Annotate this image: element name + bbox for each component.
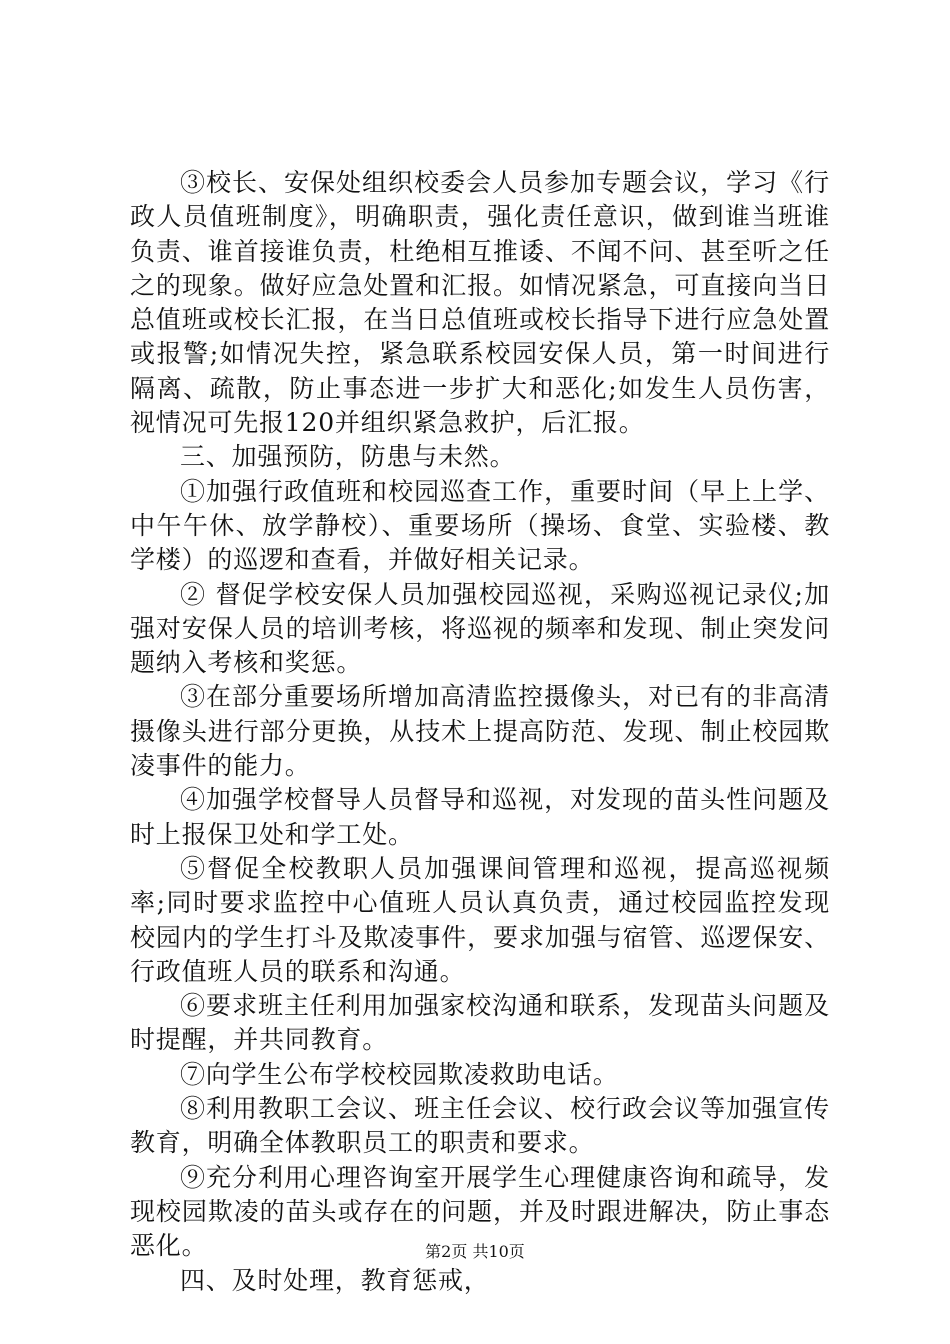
paragraph-item-3-cameras: ③在部分重要场所增加高清监控摄像头，对已有的非高清摄像头进行部分更换，从技术上提高防范、发现、制止校园欺凌事件的能力。 <box>130 682 830 781</box>
paragraph-item-4-supervision: ④加强学校督导人员督导和巡视，对发现的苗头性问题及时上报保卫处和学工处。 <box>130 785 830 849</box>
page-number-footer: 第2页 共10页 <box>425 1242 525 1261</box>
paragraph-item-5-staff-management: ⑤督促全校教职人员加强课间管理和巡视，提高巡视频率;同时要求监控中心值班人员认真负责，通过校园监控发现校园内的学生打斗及欺凌事件，要求加强与宿管、巡逻保安、行政值班人员的联系和沟通。 <box>130 853 830 986</box>
document-body <box>130 166 830 1298</box>
paragraph-item-9-counseling: ⑨充分利用心理咨询室开展学生心理健康咨询和疏导，发现校园欺凌的苗头或存在的问题，并及时跟进解决，防止事态恶化。 <box>130 1162 830 1261</box>
paragraph-item-3-principal-meeting: ③校长、安保处组织校委会人员参加专题会议，学习《行政人员值班制度》，明确职责，强化责任意识，做到谁当班谁负责、谁首接谁负责，杜绝相互推诿、不闻不问、甚至听之任之的现象。做好应急处置和汇报。如情况紧急，可直接向当日总值班或校长汇报，在当日总值班或校长指导下进行应急处置或报警;如情况失控，紧急联系校园安保人员，第一时间进行隔离、疏散，防止事态进一步扩大和恶化;如发生人员伤害，视情况可先报120并组织紧急救护，后汇报。 <box>130 168 830 438</box>
paragraph-item-2-security-staff: ② 督促学校安保人员加强校园巡视，采购巡视记录仪;加强对安保人员的培训考核，将巡视的频率和发现、制止突发问题纳入考核和奖惩。 <box>130 579 830 678</box>
paragraph-item-6-head-teachers: ⑥要求班主任利用加强家校沟通和联系，发现苗头问题及时提醒，并共同教育。 <box>130 991 830 1055</box>
paragraph-item-7-hotline: ⑦向学生公布学校校园欺凌救助电话。 <box>180 1059 619 1089</box>
paragraph-item-1-patrol: ①加强行政值班和校园巡查工作，重要时间（早上上学、中午午休、放学静校）、重要场所（操场、食堂、实验楼、教学楼）的巡逻和查看，并做好相关记录。 <box>130 476 830 575</box>
section-heading-handling: 四、及时处理，教育惩戒， <box>180 1265 490 1295</box>
section-heading-prevention: 三、加强预防，防患与未然。 <box>180 442 516 472</box>
paragraph-item-8-meetings: ⑧利用教职工会议、班主任会议、校行政会议等加强宣传教育，明确全体教职员工的职责和要求。 <box>130 1094 830 1158</box>
